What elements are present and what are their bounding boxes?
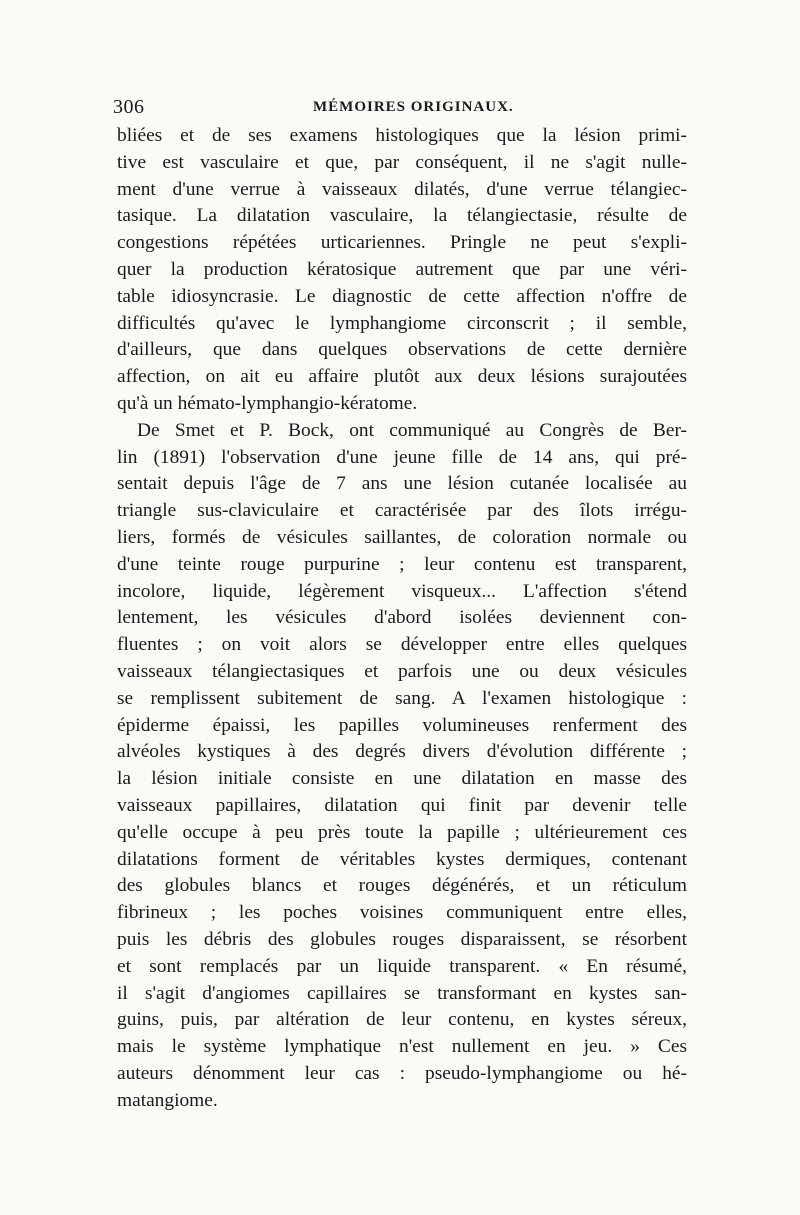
text-line: fibrineux ; les poches voisines communiquent entre elles, <box>117 902 687 924</box>
text-line: triangle sus-claviculaire et caractérisée par des îlots irrégu- <box>117 500 687 522</box>
text-line: lentement, les vésicules d'abord isolées deviennent con- <box>117 607 687 629</box>
body-text <box>117 123 687 1114</box>
text-line: incolore, liquide, légèrement visqueux... L'affection s'étend <box>117 580 687 602</box>
text-line: ment d'une verrue à vaisseaux dilatés, d'une verrue télangiec- <box>117 178 687 200</box>
text-line: congestions répétées urticariennes. Pringle ne peut s'expli- <box>117 232 687 254</box>
text-line: auteurs dénomment leur cas : pseudo-lymphangiome ou hé- <box>117 1062 687 1084</box>
text-line: difficultés qu'avec le lymphangiome circonscrit ; il semble, <box>117 312 687 334</box>
text-line: fluentes ; on voit alors se développer entre elles quelques <box>117 634 687 656</box>
text-line: quer la production kératosique autrement que par une véri- <box>117 258 687 280</box>
text-line: d'une teinte rouge purpurine ; leur contenu est transparent, <box>117 553 687 575</box>
text-line: liers, formés de vésicules saillantes, de coloration normale ou <box>117 526 687 548</box>
text-line: dilatations forment de véritables kystes dermiques, contenant <box>117 848 687 870</box>
text-line: matangiome. <box>117 1089 218 1111</box>
text-line: d'ailleurs, que dans quelques observations de cette dernière <box>117 339 687 361</box>
text-line: mais le système lymphatique n'est nullement en jeu. » Ces <box>117 1036 687 1058</box>
paragraph-1 <box>117 123 687 418</box>
text-line: sentait depuis l'âge de 7 ans une lésion cutanée localisée au <box>117 473 687 495</box>
text-line: De Smet et P. Bock, ont communiqué au Congrès de Ber- <box>137 419 687 441</box>
text-line: qu'à un hémato-lymphangio-kératome. <box>117 392 418 414</box>
text-line: épiderme épaissi, les papilles volumineuses renferment des <box>117 714 687 736</box>
page-header <box>113 96 688 122</box>
text-line: alvéoles kystiques à des degrés divers d'évolution différente ; <box>117 741 687 763</box>
text-line: guins, puis, par altération de leur contenu, en kystes séreux, <box>117 1009 687 1031</box>
text-line: il s'agit d'angiomes capillaires se transformant en kystes san- <box>117 982 687 1004</box>
text-line: tasique. La dilatation vasculaire, la télangiectasie, résulte de <box>117 205 687 227</box>
text-line: vaisseaux papillaires, dilatation qui finit par devenir telle <box>117 794 687 816</box>
text-line: lin (1891) l'observation d'une jeune fille de 14 ans, qui pré- <box>117 446 687 468</box>
text-line: des globules blancs et rouges dégénérés, et un réticulum <box>117 875 687 897</box>
text-line: table idiosyncrasie. Le diagnostic de cette affection n'offre de <box>117 285 687 307</box>
text-line: se remplissent subitement de sang. A l'examen histologique : <box>117 687 687 709</box>
text-line: vaisseaux télangiectasiques et parfois une ou deux vésicules <box>117 660 687 682</box>
text-line: la lésion initiale consiste en une dilatation en masse des <box>117 768 687 790</box>
text-line: qu'elle occupe à peu près toute la papille ; ultérieurement ces <box>117 821 687 843</box>
paragraph-2 <box>117 418 687 1115</box>
text-line: et sont remplacés par un liquide transparent. « En résumé, <box>117 955 687 977</box>
text-line: bliées et de ses examens histologiques que la lésion primi- <box>117 125 687 146</box>
page-number: 306 <box>113 96 145 118</box>
running-head: MÉMOIRES ORIGINAUX. <box>313 99 514 115</box>
text-line: puis les débris des globules rouges disparaissent, se résorbent <box>117 928 687 950</box>
text-line: tive est vasculaire et que, par conséquent, il ne s'agit nulle- <box>117 151 687 173</box>
text-line: affection, on ait eu affaire plutôt aux deux lésions surajoutées <box>117 366 687 388</box>
